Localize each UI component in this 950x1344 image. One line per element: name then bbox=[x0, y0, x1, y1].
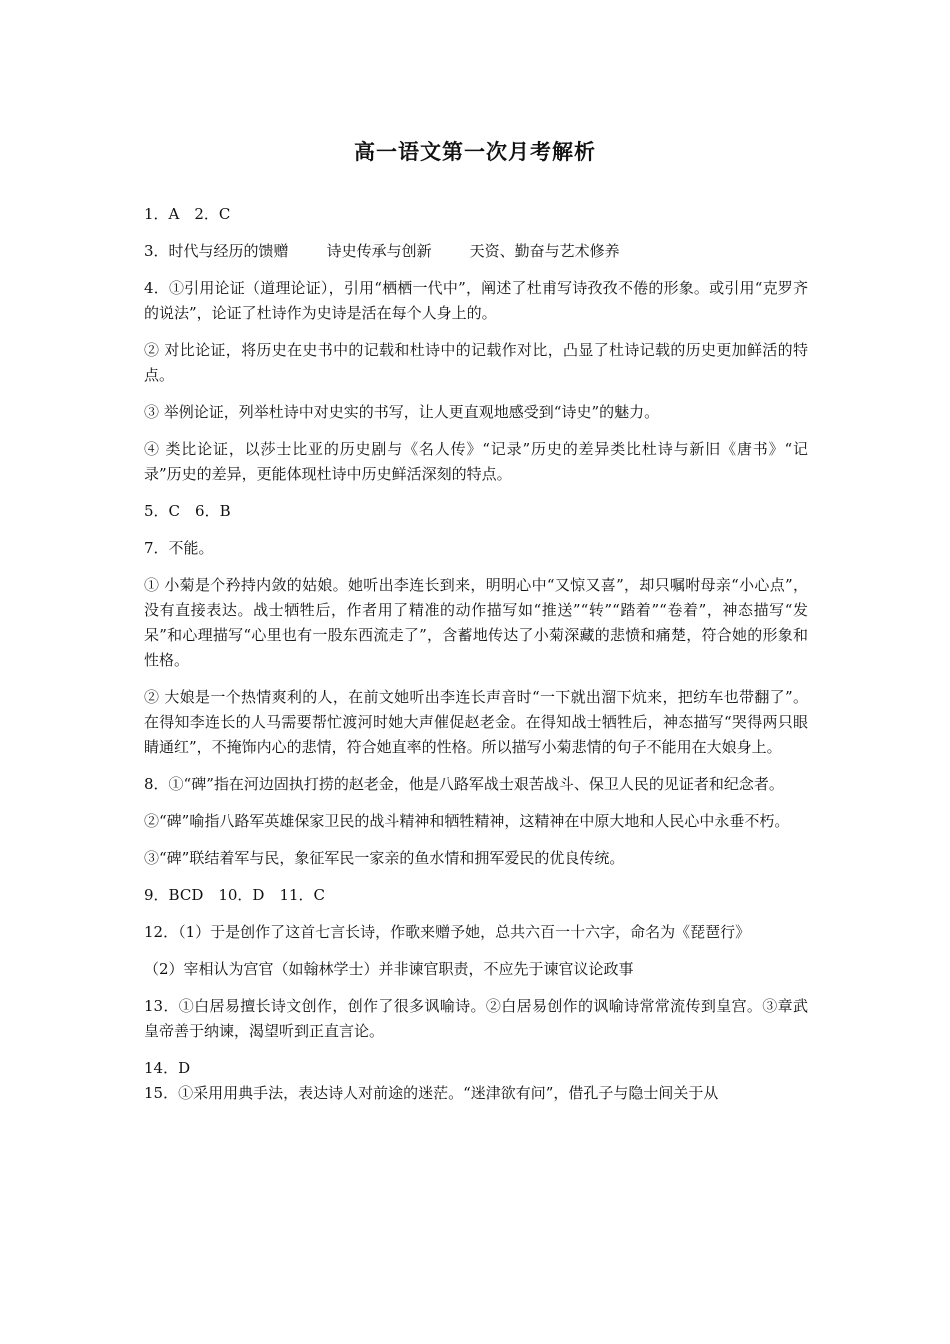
answer-8-part-3: ③“碑”联结着军与民，象征军民一家亲的鱼水情和拥军爱民的优良传统。 bbox=[144, 849, 625, 867]
answer-15: 15．①采用用典手法，表达诗人对前途的迷茫。“迷津欲有问”，借孔子与隐士间关于从 bbox=[144, 1084, 719, 1102]
document-title: 高一语文第一次月考解析 bbox=[354, 140, 596, 164]
answer-8-part-1: 8．①“碑”指在河边固执打捞的赵老金，他是八路军战士艰苦战斗、保卫人民的见证者和纪念者。 bbox=[144, 775, 784, 793]
answer-3-item-2: 诗史传承与创新 bbox=[326, 242, 432, 260]
answer-4-part-4: ④ 类比论证，以莎士比亚的历史剧与《名人传》“记录”历史的差异类比杜诗与新旧《唐书》“记录”历史的差异，更能体现杜诗中历史鲜活深刻的特点。 bbox=[144, 440, 808, 483]
answer-7-part-2: ② 大娘是一个热情爽利的人，在前文她听出李连长声音时“一下就出溜下炕来，把纺车也带翻了”。在得知李连长的人马需要帮忙渡河时她大声催促赵老金。在得知战士牺牲后，神态描写“哭得两只眼睛通红”，不掩饰内心的悲情，符合她直率的性格。所以描写小菊悲情的句子不能用在大娘身上。 bbox=[144, 688, 808, 756]
answer-12-part-2: （2）宰相认为宫官（如翰林学士）并非谏官职责，不应先于谏官议论政事 bbox=[144, 960, 634, 978]
answer-1-2: 1．A 2．C bbox=[144, 205, 231, 223]
answer-12-part-1: 12．（1）于是创作了这首七言长诗，作歌来赠予她，总共六百一十六字，命名为《琵琶行》 bbox=[144, 923, 751, 941]
answer-4-part-2: ② 对比论证，将历史在史书中的记载和杜诗中的记载作对比，凸显了杜诗记载的历史更加鲜活的特点。 bbox=[144, 341, 808, 384]
answer-3-prefix: 3． bbox=[144, 242, 169, 260]
answer-3-item-1: 时代与经历的馈赠 bbox=[168, 242, 289, 260]
answer-9-11: 9．BCD 10．D 11．C bbox=[144, 886, 326, 904]
answer-4-part-1: 4．①引用论证（道理论证），引用“栖栖一代中”，阐述了杜甫写诗孜孜不倦的形象。或引用“克罗齐的说法”，论证了杜诗作为史诗是活在每个人身上的。 bbox=[144, 279, 808, 322]
answer-14: 14．D bbox=[144, 1059, 191, 1077]
answer-4-part-3: ③ 举例论证，列举杜诗中对史实的书写，让人更直观地感受到“诗史”的魅力。 bbox=[144, 403, 660, 421]
answer-5-6: 5．C 6．B bbox=[144, 502, 231, 520]
answer-3-item-3: 天资、勤奋与艺术修养 bbox=[469, 242, 620, 260]
answer-7-intro: 7．不能。 bbox=[144, 539, 214, 557]
document-body bbox=[144, 202, 808, 1118]
answer-7-part-1: ① 小菊是个矜持内敛的姑娘。她听出李连长到来，明明心中“又惊又喜”，却只嘱咐母亲“小心点”，没有直接表达。战士牺牲后，作者用了精准的动作描写如“推送”“转”“踏着”“卷着”，神态描写“发呆”和心理描写“心里也有一股东西流走了”，含蓄地传达了小菊深藏的悲愤和痛楚，符合她的形象和性格。 bbox=[144, 576, 808, 669]
answer-8-part-2: ②“碑”喻指八路军英雄保家卫民的战斗精神和牺牲精神，这精神在中原大地和人民心中永垂不朽。 bbox=[144, 812, 790, 830]
answer-13: 13．①白居易擅长诗文创作，创作了很多讽喻诗。②白居易创作的讽喻诗常常流传到皇宫。③章武皇帝善于纳谏，渴望听到正直言论。 bbox=[144, 997, 808, 1040]
answer-3 bbox=[144, 239, 808, 264]
